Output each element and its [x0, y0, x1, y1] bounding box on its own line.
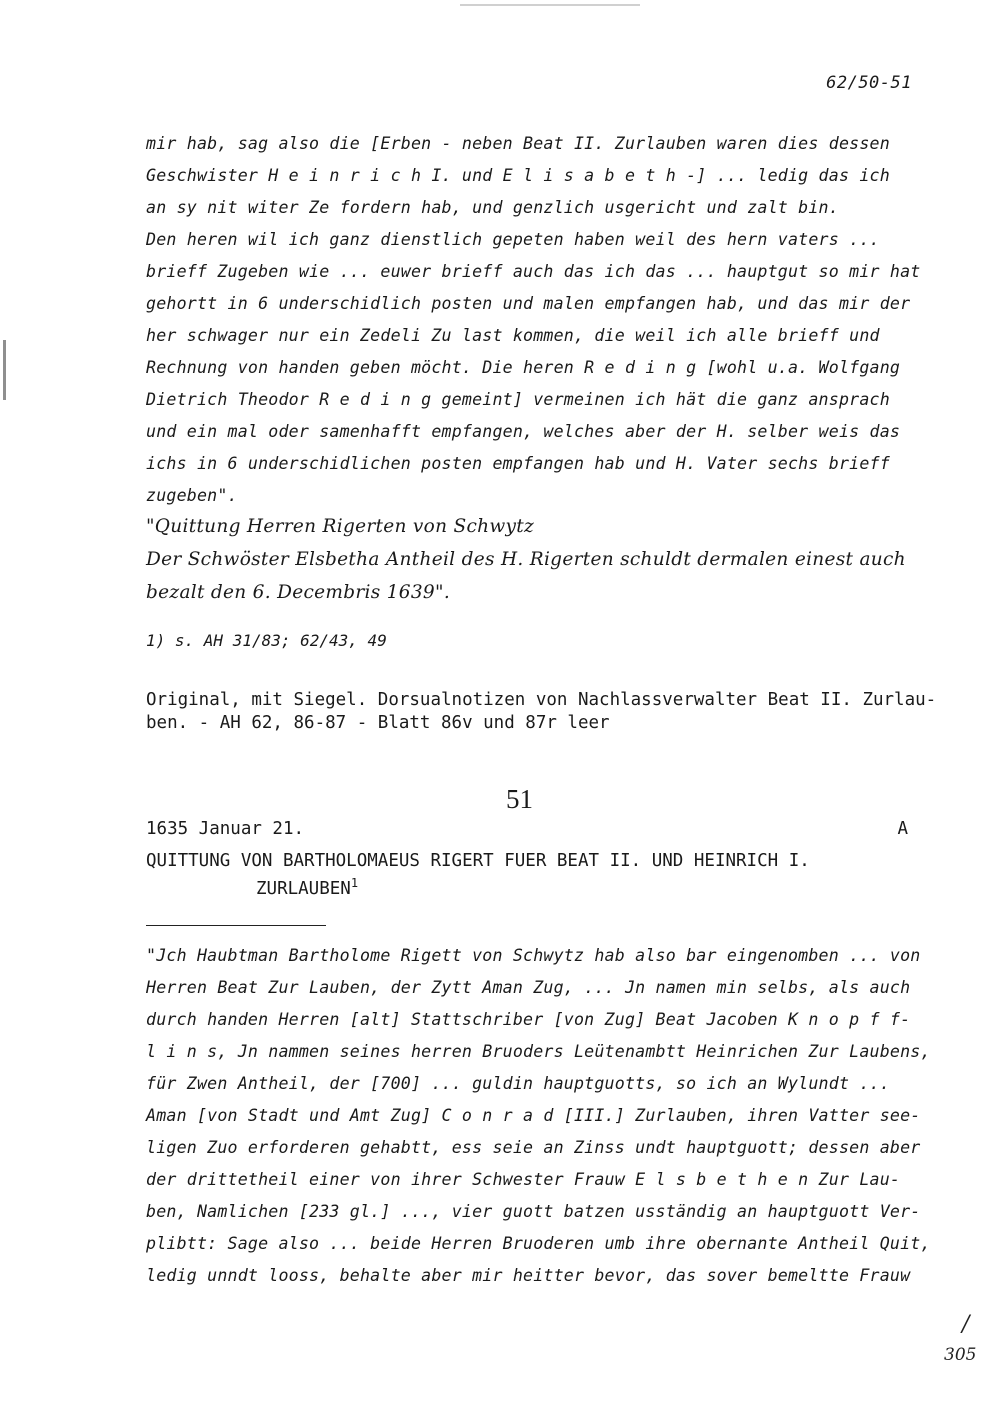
document-date: 1635 Januar 21. [146, 819, 305, 839]
letter-line: Dietrich Theodor R e d i n g gemeint] vermeinen ich hät die ganz ansprach [146, 390, 890, 409]
scan-artifact [460, 4, 640, 6]
letter-line: zugeben". [146, 486, 238, 505]
letter-line: und ein mal oder samenhafft empfangen, welches aber der H. selber weis das [146, 422, 901, 441]
source-note-line: ben. - AH 62, 86-87 - Blatt 86v und 87r leer [146, 713, 610, 733]
heading-line: QUITTUNG VON BARTHOLOMAEUS RIGERT FUER BEAT II. UND HEINRICH I. [146, 851, 810, 871]
handwritten-mark: / [962, 1312, 970, 1337]
text-line: plibtt: Sage also ... beide Herren Bruoderen umb ihre obernante Antheil Quit, [146, 1234, 931, 1253]
text-line: ben, Namlichen [233 gl.] ..., vier guott batzen usständig an hauptguott Ver- [146, 1202, 921, 1221]
text-line: der drittetheil einer von ihrer Schwester Frauw E l s b e t h e n Zur Lau- [146, 1170, 901, 1189]
text-line: "Jch Haubtman Bartholome Rigett von Schwytz hab also bar eingenomben ... von [146, 946, 921, 965]
receipt-line: bezalt den 6. Decembris 1639". [146, 582, 450, 603]
letter-line: Rechnung von handen geben möcht. Die heren R e d i n g [wohl u.a. Wolfgang [146, 358, 901, 377]
letter-line: mir hab, sag also die [Erben - neben Beat II. Zurlauben waren dies dessen [146, 134, 890, 153]
receipt-line: Der Schwöster Elsbetha Antheil des H. Rigerten schuldt dermalen einest auch [146, 549, 906, 570]
heading-line-text: ZURLAUBEN [256, 878, 351, 899]
heading-line [256, 876, 358, 899]
separator-rule [146, 925, 326, 926]
letter-line: Den heren wil ich ganz dienstlich gepeten haben weil des hern vaters ... [146, 230, 880, 249]
letter-line: her schwager nur ein Zedeli Zu last kommen, die weil ich alle brieff und [146, 326, 880, 345]
text-line: ligen Zuo erforderen gehabtt, ess seie an Zinss undt hauptguott; dessen aber [146, 1138, 921, 1157]
handwritten-page-number: 305 [944, 1345, 977, 1365]
letter-line: ichs in 6 underschidlichen posten empfangen hab und H. Vater sechs brieff [146, 454, 890, 473]
document-number: 51 [506, 784, 533, 814]
footnote-marker: 1 [350, 876, 359, 890]
text-line: für Zwen Antheil, der [700] ... guldin hauptguotts, so ich an Wylundt ... [146, 1074, 890, 1093]
letter-line: brieff Zugeben wie ... euwer brieff auch das ich das ... hauptgut so mir hat [146, 262, 921, 281]
footnote: 1) s. AH 31/83; 62/43, 49 [146, 631, 387, 650]
text-line: Aman [von Stadt und Amt Zug] C o n r a d [III.] Zurlauben, ihren Vatter see- [146, 1106, 921, 1125]
letter-line: Geschwister H e i n r i c h I. und E l i s a b e t h -] ... ledig das ich [146, 166, 890, 185]
text-line: Herren Beat Zur Lauben, der Zytt Aman Zug, ... Jn namen min selbs, als auch [146, 978, 911, 997]
source-note-line: Original, mit Siegel. Dorsualnotizen von Nachlassverwalter Beat II. Zurlau- [146, 690, 937, 710]
page-reference: 62/50-51 [826, 73, 912, 93]
text-line: durch handen Herren [alt] Stattschriber [von Zug] Beat Jacoben K n o p f f- [146, 1010, 911, 1029]
letter-line: gehortt in 6 underschidlich posten und malen empfangen hab, und das mir der [146, 294, 911, 313]
receipt-line: "Quittung Herren Rigerten von Schwytz [146, 516, 535, 537]
text-line: l i n s, Jn nammen seines herren Bruoders Leütenambtt Heinrichen Zur Laubens, [146, 1042, 931, 1061]
document-type-letter: A [897, 819, 908, 839]
scan-artifact [3, 340, 6, 400]
letter-line: an sy nit witer Ze fordern hab, und genzlich usgericht und zalt bin. [146, 198, 839, 217]
text-line: ledig unndt looss, behalte aber mir heitter bevor, das sover bemeltte Frauw [146, 1266, 911, 1285]
